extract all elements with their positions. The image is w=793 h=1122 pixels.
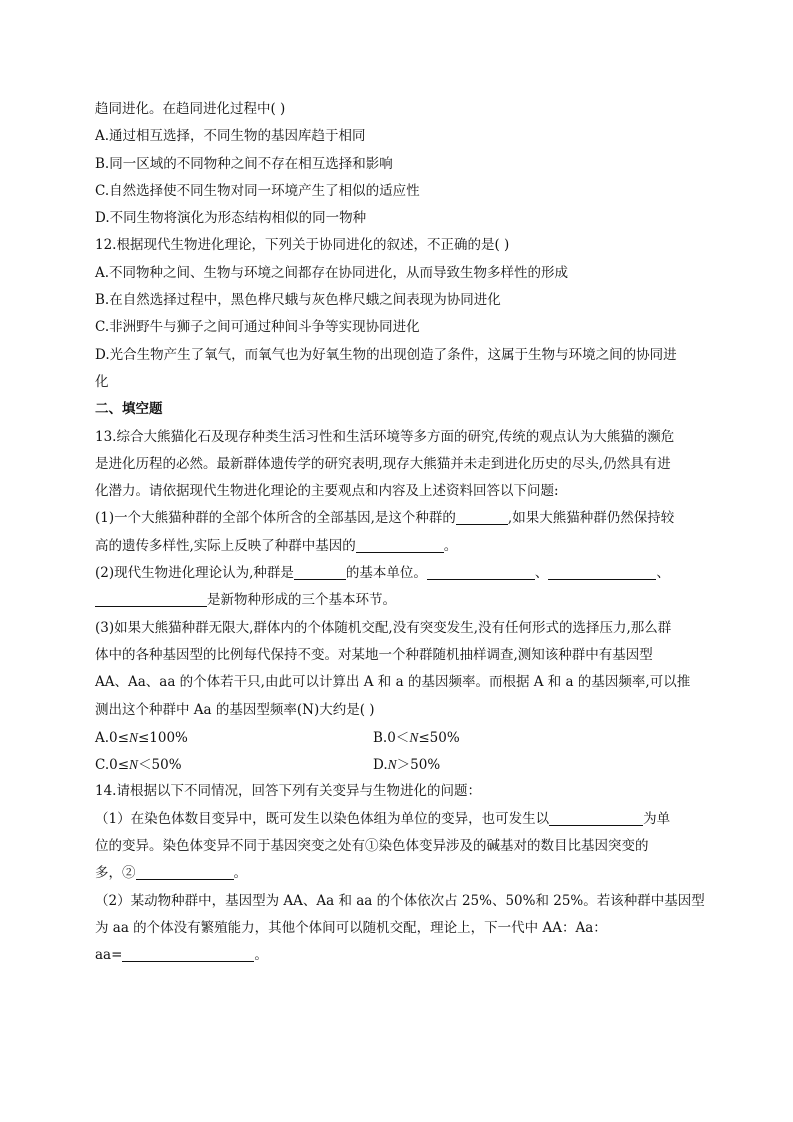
q13-part1-line2	[95, 533, 715, 560]
q13-blank-5[interactable]	[548, 564, 656, 580]
q13-part3-line2: 体中的各种基因型的比例每代保持不变。对某地一个种群随机抽样调查,测知该种群中有基因型	[95, 646, 653, 663]
q12-option-b: B.在自然选择过程中，黑色桦尺蛾与灰色桦尺蛾之间表现为协同进化	[95, 292, 501, 309]
q14-part1-text-a: （1）在染色体数目变异中，既可发生以染色体组为单位的变异，也可发生以	[95, 810, 550, 827]
q13-blank-6[interactable]	[95, 591, 207, 607]
q14-part1-text-d: 多，②	[95, 865, 136, 882]
q13-part1-text-b: ,如果大熊猫种群仍然保持较	[507, 510, 675, 527]
q13-part2-sep-1: 、	[534, 565, 549, 582]
q13-option-a-var: N	[128, 729, 138, 745]
q13-part1-line1	[95, 505, 715, 532]
q13-option-c	[95, 757, 182, 773]
q13-option-d	[373, 751, 440, 779]
q11-option-c: C.自然选择使不同生物对同一环境产生了相似的适应性	[95, 182, 420, 199]
q13-part1-text-d: 。	[443, 537, 458, 554]
q13-option-d-suffix: ＞50%	[396, 757, 441, 774]
q13-blank-1[interactable]	[456, 509, 508, 525]
q13-part2-text-b: 的基本单位。	[345, 565, 427, 582]
q13-part2-text-c: 是新物种形成的三个基本环节。	[207, 592, 396, 609]
q11-option-d: D.不同生物将演化为形态结构相似的同一物种	[95, 210, 367, 227]
q14-part1-line2: 位的变异。染色体变异不同于基因突变之处有①染色体变异涉及的碱基对的数目比基因突变的	[95, 838, 649, 855]
q14-blank-1[interactable]	[549, 810, 643, 826]
q13-option-b-var: N	[409, 729, 419, 745]
q13-option-a	[95, 730, 188, 746]
q13-option-b-suffix: ≤50%	[418, 729, 460, 746]
q13-option-a-prefix: A.0≤	[95, 729, 129, 746]
q13-option-b-prefix: B.0＜	[373, 729, 410, 746]
q14-blank-2[interactable]	[136, 864, 234, 880]
q13-part2-line1	[95, 560, 715, 587]
q13-part2-sep-2: 、	[656, 565, 670, 582]
section-heading: 二、填空题	[95, 401, 163, 418]
q13-options-row1	[95, 724, 715, 751]
q14-part2-text-c: aa=	[95, 947, 123, 964]
q14-part1-line3	[95, 860, 715, 887]
q13-option-b	[373, 724, 460, 752]
q13-option-c-suffix: ＜50%	[138, 757, 182, 774]
q11-stem: 趋同进化。在趋同进化过程中( )	[95, 101, 286, 117]
q13-part1-text-a: (1)一个大熊猫种群的全部个体所含的全部基因,是这个种群的	[95, 510, 456, 527]
q12-option-d-line1: D.光合生物产生了氧气，而氧气也为好氧生物的出现创造了条件，这属于生物与环境之间的协同进	[95, 346, 677, 363]
q13-blank-2[interactable]	[356, 537, 444, 553]
q13-part1-text-c: 高的遗传多样性,实际上反映了种群中基因的	[95, 537, 356, 554]
q13-option-d-var: N	[387, 757, 397, 773]
q13-part2-line2	[95, 587, 715, 614]
q12-stem: 12.根据现代生物进化理论，下列关于协同进化的叙述，不正确的是( )	[95, 237, 510, 254]
q13-part3-line4: 测出这个种群中 Aa 的基因型频率(N)大约是( )	[95, 701, 375, 718]
q12-option-d-line2: 化	[95, 373, 109, 390]
q14-blank-3[interactable]	[122, 946, 254, 962]
q11-option-b: B.同一区域的不同物种之间不存在相互选择和影响	[95, 155, 393, 172]
q14-part2-text-d: 。	[254, 947, 268, 964]
q13-intro-line1: 13.综合大熊猫化石及现存种类生活习性和生活环境等多方面的研究,传统的观点认为大熊猫的濒危	[95, 428, 675, 445]
q13-part2-text-a: (2)现代生物进化理论认为,种群是	[95, 565, 294, 582]
q13-option-a-suffix: ≤100%	[137, 729, 188, 746]
q13-option-c-prefix: C.0≤	[95, 757, 130, 774]
q11-option-a: A.通过相互选择，不同生物的基因库趋于相同	[95, 128, 366, 145]
q13-intro-line3: 化潜力。请依据现代生物进化理论的主要观点和内容及上述资料回答以下问题:	[95, 483, 559, 500]
document-page	[95, 96, 715, 970]
q13-option-d-prefix: D.	[373, 757, 388, 774]
q14-part1-text-b: 为单	[643, 810, 671, 827]
q12-option-c: C.非洲野牛与狮子之间可通过种间斗争等实现协同进化	[95, 319, 420, 336]
q14-part1-line1	[95, 806, 715, 833]
q13-blank-3[interactable]	[294, 564, 346, 580]
q13-options-row2	[95, 751, 715, 778]
q14-part2-line3	[95, 942, 715, 969]
q14-part2-line1: （2）某动物种群中，基因型为 AA、Aa 和 aa 的个体依次占 25%、50%和 25%。若该种群中基因型	[95, 892, 705, 909]
q13-part3-line3: AA、Aa、aa 的个体若干只,由此可以计算出 A 和 a 的基因频率。而根据 A 和 a 的基因频率,可以推	[95, 674, 691, 691]
q13-option-c-var: N	[129, 757, 139, 773]
q14-stem: 14.请根据以下不同情况，回答下列有关变异与生物进化的问题：	[95, 783, 481, 800]
q13-part3-line1: (3)如果大熊猫种群无限大,群体内的个体随机交配,没有突变发生,没有任何形式的选择压力,那么群	[95, 619, 672, 636]
q14-part2-line2: 为 aa 的个体没有繁殖能力，其他个体间可以随机交配，理论上，下一代中 AA：Aa：	[95, 919, 607, 936]
q12-option-a: A.不同物种之间、生物与环境之间都存在协同进化，从而导致生物多样性的形成	[95, 264, 569, 281]
q13-intro-line2: 是进化历程的必然。最新群体遗传学的研究表明,现存大熊猫并未走到进化历史的尽头,仍然具有进	[95, 455, 671, 472]
q14-part1-text-e: 。	[233, 865, 247, 882]
q13-blank-4[interactable]	[427, 564, 535, 580]
